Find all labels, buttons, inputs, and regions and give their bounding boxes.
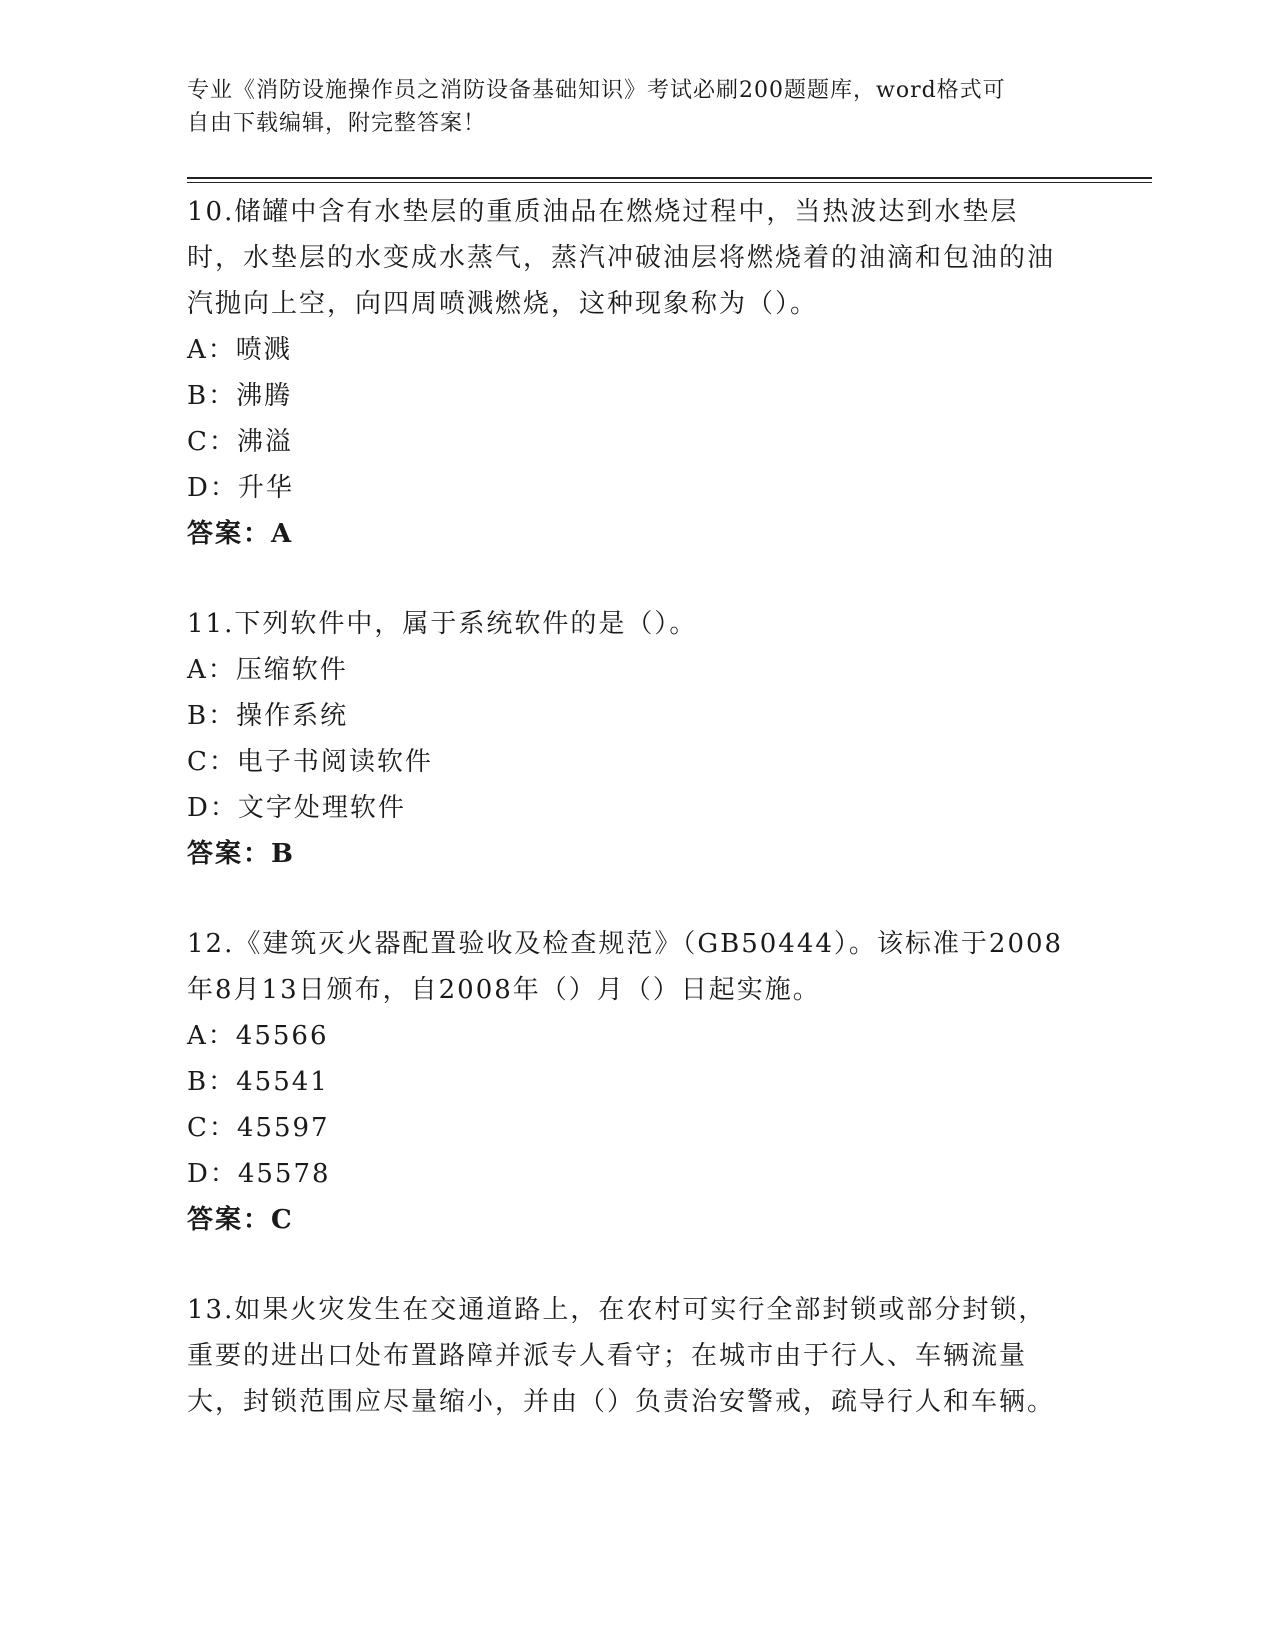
- option-d: D：文字处理软件: [187, 793, 406, 823]
- question-list: [187, 189, 1072, 1469]
- answer: 答案：B: [187, 839, 295, 869]
- option-a: A：45566: [187, 1021, 329, 1051]
- document-header: [187, 74, 1067, 140]
- option-a: A：压缩软件: [187, 655, 348, 685]
- option-a: A：喷溅: [187, 335, 292, 365]
- question-13: [187, 1287, 1072, 1425]
- option-c: C：沸溢: [187, 427, 293, 457]
- header-line-1: 专业《消防设施操作员之消防设备基础知识》考试必刷200题题库，word格式可: [187, 78, 1006, 103]
- option-c: C：电子书阅读软件: [187, 747, 433, 777]
- question-11: [187, 601, 1072, 877]
- option-b: B：45541: [187, 1067, 329, 1097]
- header-rule-thin: [187, 182, 1152, 183]
- option-c: C：45597: [187, 1113, 330, 1143]
- option-b: B：沸腾: [187, 381, 293, 411]
- question-12: [187, 921, 1072, 1243]
- header-line-2: 自由下载编辑，附完整答案！: [187, 111, 487, 136]
- question-stem: 12.《建筑灭火器配置验收及检查规范》（GB50444）。该标准于2008年8月13日颁布，自2008年（）月（）日起实施。: [187, 929, 1064, 1005]
- option-b: B：操作系统: [187, 701, 349, 731]
- question-stem: 10.储罐中含有水垫层的重质油品在燃烧过程中，当热波达到水垫层时，水垫层的水变成水蒸气，蒸汽冲破油层将燃烧着的油滴和包油的油汽抛向上空，向四周喷溅燃烧，这种现象称为（）。: [187, 197, 1056, 319]
- answer: 答案：C: [187, 1205, 294, 1235]
- option-d: D：升华: [187, 473, 294, 503]
- answer: 答案：A: [187, 519, 294, 549]
- question-stem: 13.如果火灾发生在交通道路上，在农村可实行全部封锁或部分封锁，重要的进出口处布置路障并派专人看守；在城市由于行人、车辆流量大，封锁范围应尽量缩小，并由（）负责治安警戒，疏导行人和车辆。: [187, 1295, 1056, 1417]
- question-stem: 11.下列软件中，属于系统软件的是（）。: [187, 609, 698, 639]
- header-rule-thick: [187, 177, 1152, 179]
- question-10: [187, 189, 1072, 557]
- option-d: D：45578: [187, 1159, 331, 1189]
